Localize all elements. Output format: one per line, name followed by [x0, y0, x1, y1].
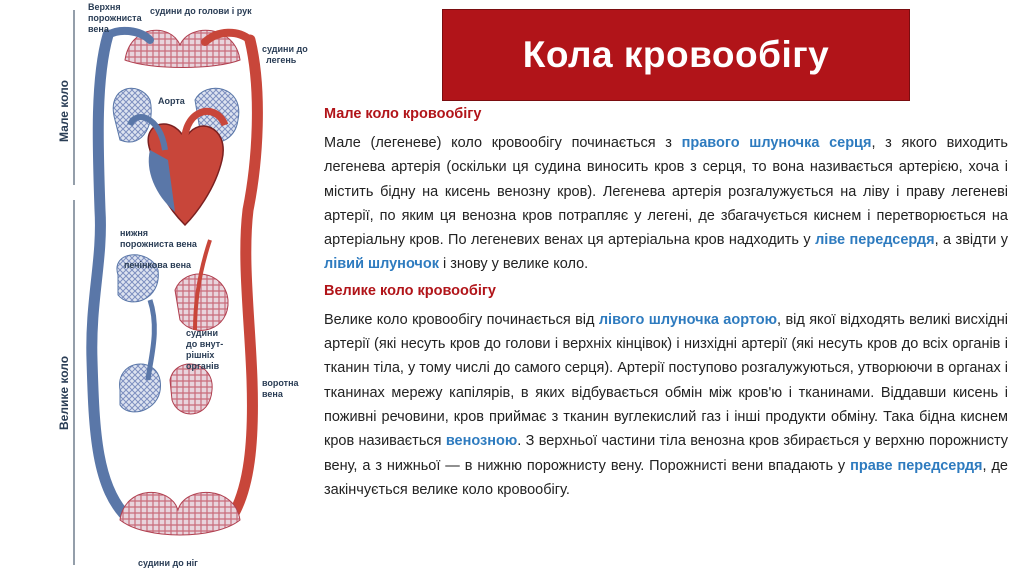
highlight-left-atrium: ліве передсердя: [815, 232, 935, 249]
label-vessels-legs: судини до ніг: [138, 558, 198, 568]
small-circle-side-label: Мале коло: [57, 80, 71, 142]
svg-text:рішніх: рішніх: [186, 350, 215, 360]
svg-text:вена: вена: [262, 389, 283, 399]
small-circle-heading: Мале коло кровообігу: [324, 106, 482, 122]
svg-text:порожниста вена: порожниста вена: [120, 239, 197, 249]
svg-text:порожниста: порожниста: [88, 13, 142, 23]
large-circle-side-label: Велике коло: [57, 355, 71, 430]
svg-text:органів: органів: [186, 361, 220, 371]
circulation-diagram: [0, 0, 310, 574]
highlight-right-atrium: праве передсердя: [850, 457, 983, 474]
label-hepatic-vein: печінкова вена: [124, 260, 192, 270]
highlight-left-ventricle-aorta: лівого шлуночка аортою: [598, 311, 778, 328]
svg-text:легень: легень: [266, 55, 297, 65]
highlight-right-ventricle: правого шлуночка серця: [681, 135, 872, 151]
label-portal-vein: воротна: [262, 378, 299, 388]
label-vessels-lungs: судини до: [262, 44, 308, 54]
label-superior-vena-cava: Верхня: [88, 2, 121, 12]
content-text: [324, 106, 1008, 508]
page-title: Кола кровообігу: [522, 34, 830, 75]
large-circle-paragraph: Велике коло кровообігу починається від лівого шлуночка аортою, від якої відходять великі висхідні артерії (які несуть кров до голови і верхніх кінцівок) і низхідні артерії (які несуть кров до всіх органів і тканин тіла, у тому числі до самого серця). Артерії поступово розгалужуються, утворюючи в органах і тканинах мережу капілярів, в яких відбувається обмін між кров'ю і тканинами. Віддавши кисень і поживні речовини, кров приймає з тканин вуглекислий газ і інші продукти обміну. Така бідна киснем кров називається венозною. З верхньої частини тіла венозна кров збирається у верхню порожнисту вену, а з нижньої — в нижню порожнисту вену. Порожнисті вени впадають у праве передсердя, де закінчується велике коло кровообігу.: [324, 311, 1008, 498]
svg-text:до внут-: до внут-: [186, 339, 224, 349]
label-vessels-head: судини до голови і рук: [150, 6, 252, 16]
large-circle-heading: Велике коло кровообігу: [324, 282, 496, 299]
highlight-left-ventricle: лівий шлуночок: [324, 256, 439, 273]
organ-capillaries: [175, 274, 228, 330]
legs-capillaries: [120, 492, 240, 535]
highlight-venous: венозною: [445, 433, 518, 450]
label-inferior-vena-cava: нижня: [120, 228, 149, 238]
label-internal-organs: судини: [186, 328, 219, 338]
title-banner: [442, 9, 910, 101]
svg-text:вена: вена: [88, 24, 109, 34]
small-circle-paragraph: Мале (легеневе) коло кровообігу починається з правого шлуночка серця, з якого виходить легенева артерія (оскільки ця судина виносить кров з серця, то вона називається артерією, хоча і містить бідну на кисень венозну кров). Легенева артерія розгалужується на ліву і праву легеневі артерії, по яким ця венозна кров потрапляє у легені, де збагачується киснем і перетворюється на артеріальну кров. По легеневих венах ця артеріальна кров надходить у ліве передсердя, а звідти у лівий шлуночок і знову у велике коло.: [324, 135, 1009, 273]
label-aorta: Аорта: [158, 96, 185, 106]
